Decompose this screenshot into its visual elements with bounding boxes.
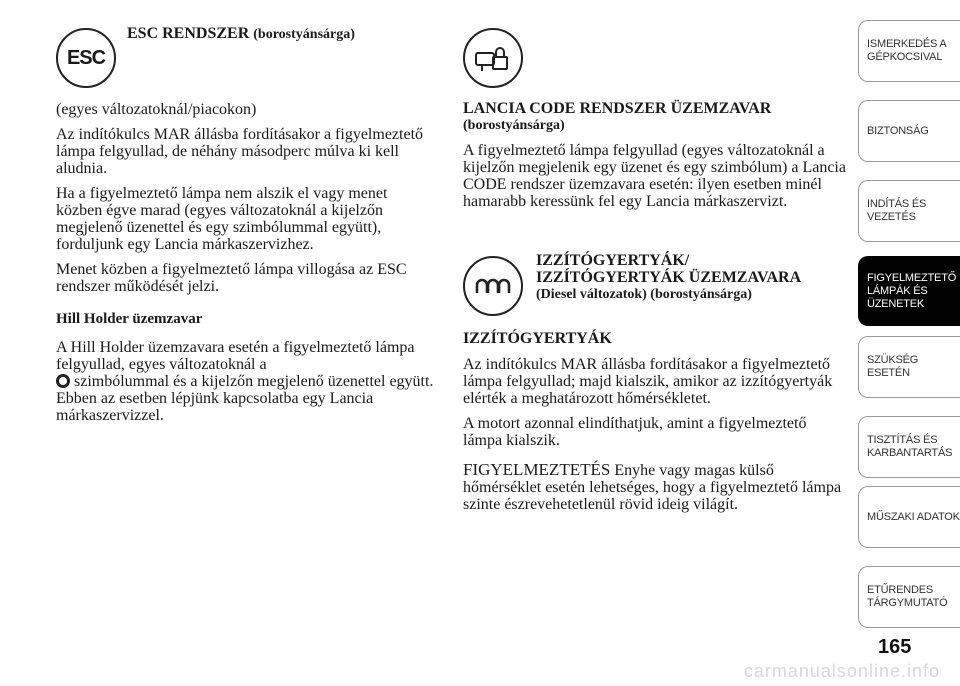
glow-plug-heading: IZZÍTÓGYERTYÁK (463, 330, 612, 347)
warning-paragraph: FIGYELMEZTETÉS Enyhe vagy magas külső hőmérséklet esetén lehetséges, hogy a figyelmeztető lámpa szinte észrevehetetlenül rövid ideig világít. (463, 460, 842, 513)
lancia-code-section (463, 100, 848, 218)
paragraph: Az indítókulcs MAR állásba fordításakor a figyelmeztető lámpa felgyullad; majd kialszik, amikor az izzítógyertyák elérték a meghatározott hőmérsékletet. (463, 356, 833, 407)
watermark: carmanualsonline.info (743, 661, 940, 681)
esc-title: ESC RENDSZER (borostyánsárga) (127, 25, 355, 42)
esc-warning-icon: ESC (56, 28, 116, 88)
glow-plug-icon (463, 256, 523, 316)
tab-tisztitas[interactable]: TISZTÍTÁS ÉS KARBANTARTÁS (858, 416, 960, 478)
paragraph: A motort azonnal elindíthatjuk, amint a figyelmeztető lámpa kialszik. (463, 415, 807, 449)
tab-muszaki[interactable]: MŰSZAKI ADATOK (858, 486, 960, 548)
left-column (56, 101, 434, 424)
paragraph: A figyelmeztető lámpa felgyullad (egyes változatoknál a kijelzőn megjelenik egy üzenet és egy szimbólum) a Lancia CODE rendszer üzemzavara esetén: ilyen esetben minél hamarabb keressünk fel egy Lancia márkaszervizt. (463, 142, 846, 210)
tab-szukseg[interactable]: SZÜKSÉG ESETÉN (858, 336, 960, 398)
tab-inditas[interactable]: INDÍTÁS ÉS VEZETÉS (858, 180, 960, 242)
hill-holder-heading: Hill Holder üzemzavar (56, 311, 203, 327)
paragraph: Az indítókulcs MAR állásba fordításakor a figyelmeztető lámpa felgyullad, de néhány másodperc múlva ki kell aludnia. (56, 126, 424, 177)
tab-biztonsag[interactable]: BIZTONSÁG (858, 100, 960, 162)
paragraph: (egyes változatoknál/piacokon) (56, 101, 257, 118)
lancia-code-subtitle: (borostyánsárga) (463, 118, 565, 133)
hill-holder-icon (56, 374, 70, 388)
paragraph: Ha a figyelmeztető lámpa nem alszik el vagy menet közben égve marad (egyes változatoknál a kijelzőn megjelenő üzenettel és egy szimbólummal együtt), forduljunk egy Lancia márkaszervizhez. (56, 185, 388, 253)
tab-targymutato[interactable]: ETŰRENDES TÁRGYMUTATÓ (858, 566, 960, 628)
lancia-code-title: LANCIA CODE RENDSZER ÜZEMZAVAR (463, 100, 772, 117)
page-number: 165 (878, 636, 912, 658)
paragraph: A Hill Holder üzemzavara esetén a figyelmeztető lámpa felgyullad, egyes változatoknál a szimbólummal és a kijelzőn megjelenő üzenettel együtt. Ebben az esetben lépjünk kapcsolatba egy Lancia márkaszervizzel. (56, 339, 434, 424)
tab-figyelmezteto[interactable]: FIGYELMEZTETŐ LÁMPÁK ÉS ÜZENETEK (858, 256, 960, 326)
lancia-code-icon (463, 28, 523, 88)
glow-plug-section (463, 330, 848, 521)
glow-plug-title: IZZÍTÓGYERTYÁK/ IZZÍTÓGYERTYÁK ÜZEMZAVARA (Diesel változatok) (borostyánsárga) (536, 252, 802, 302)
paragraph: Menet közben a figyelmeztető lámpa villogása az ESC rendszer működését jelzi. (56, 261, 407, 295)
tab-ismerkedes[interactable]: ISMERKEDÉS A GÉPKOCSIVAL (858, 20, 960, 82)
